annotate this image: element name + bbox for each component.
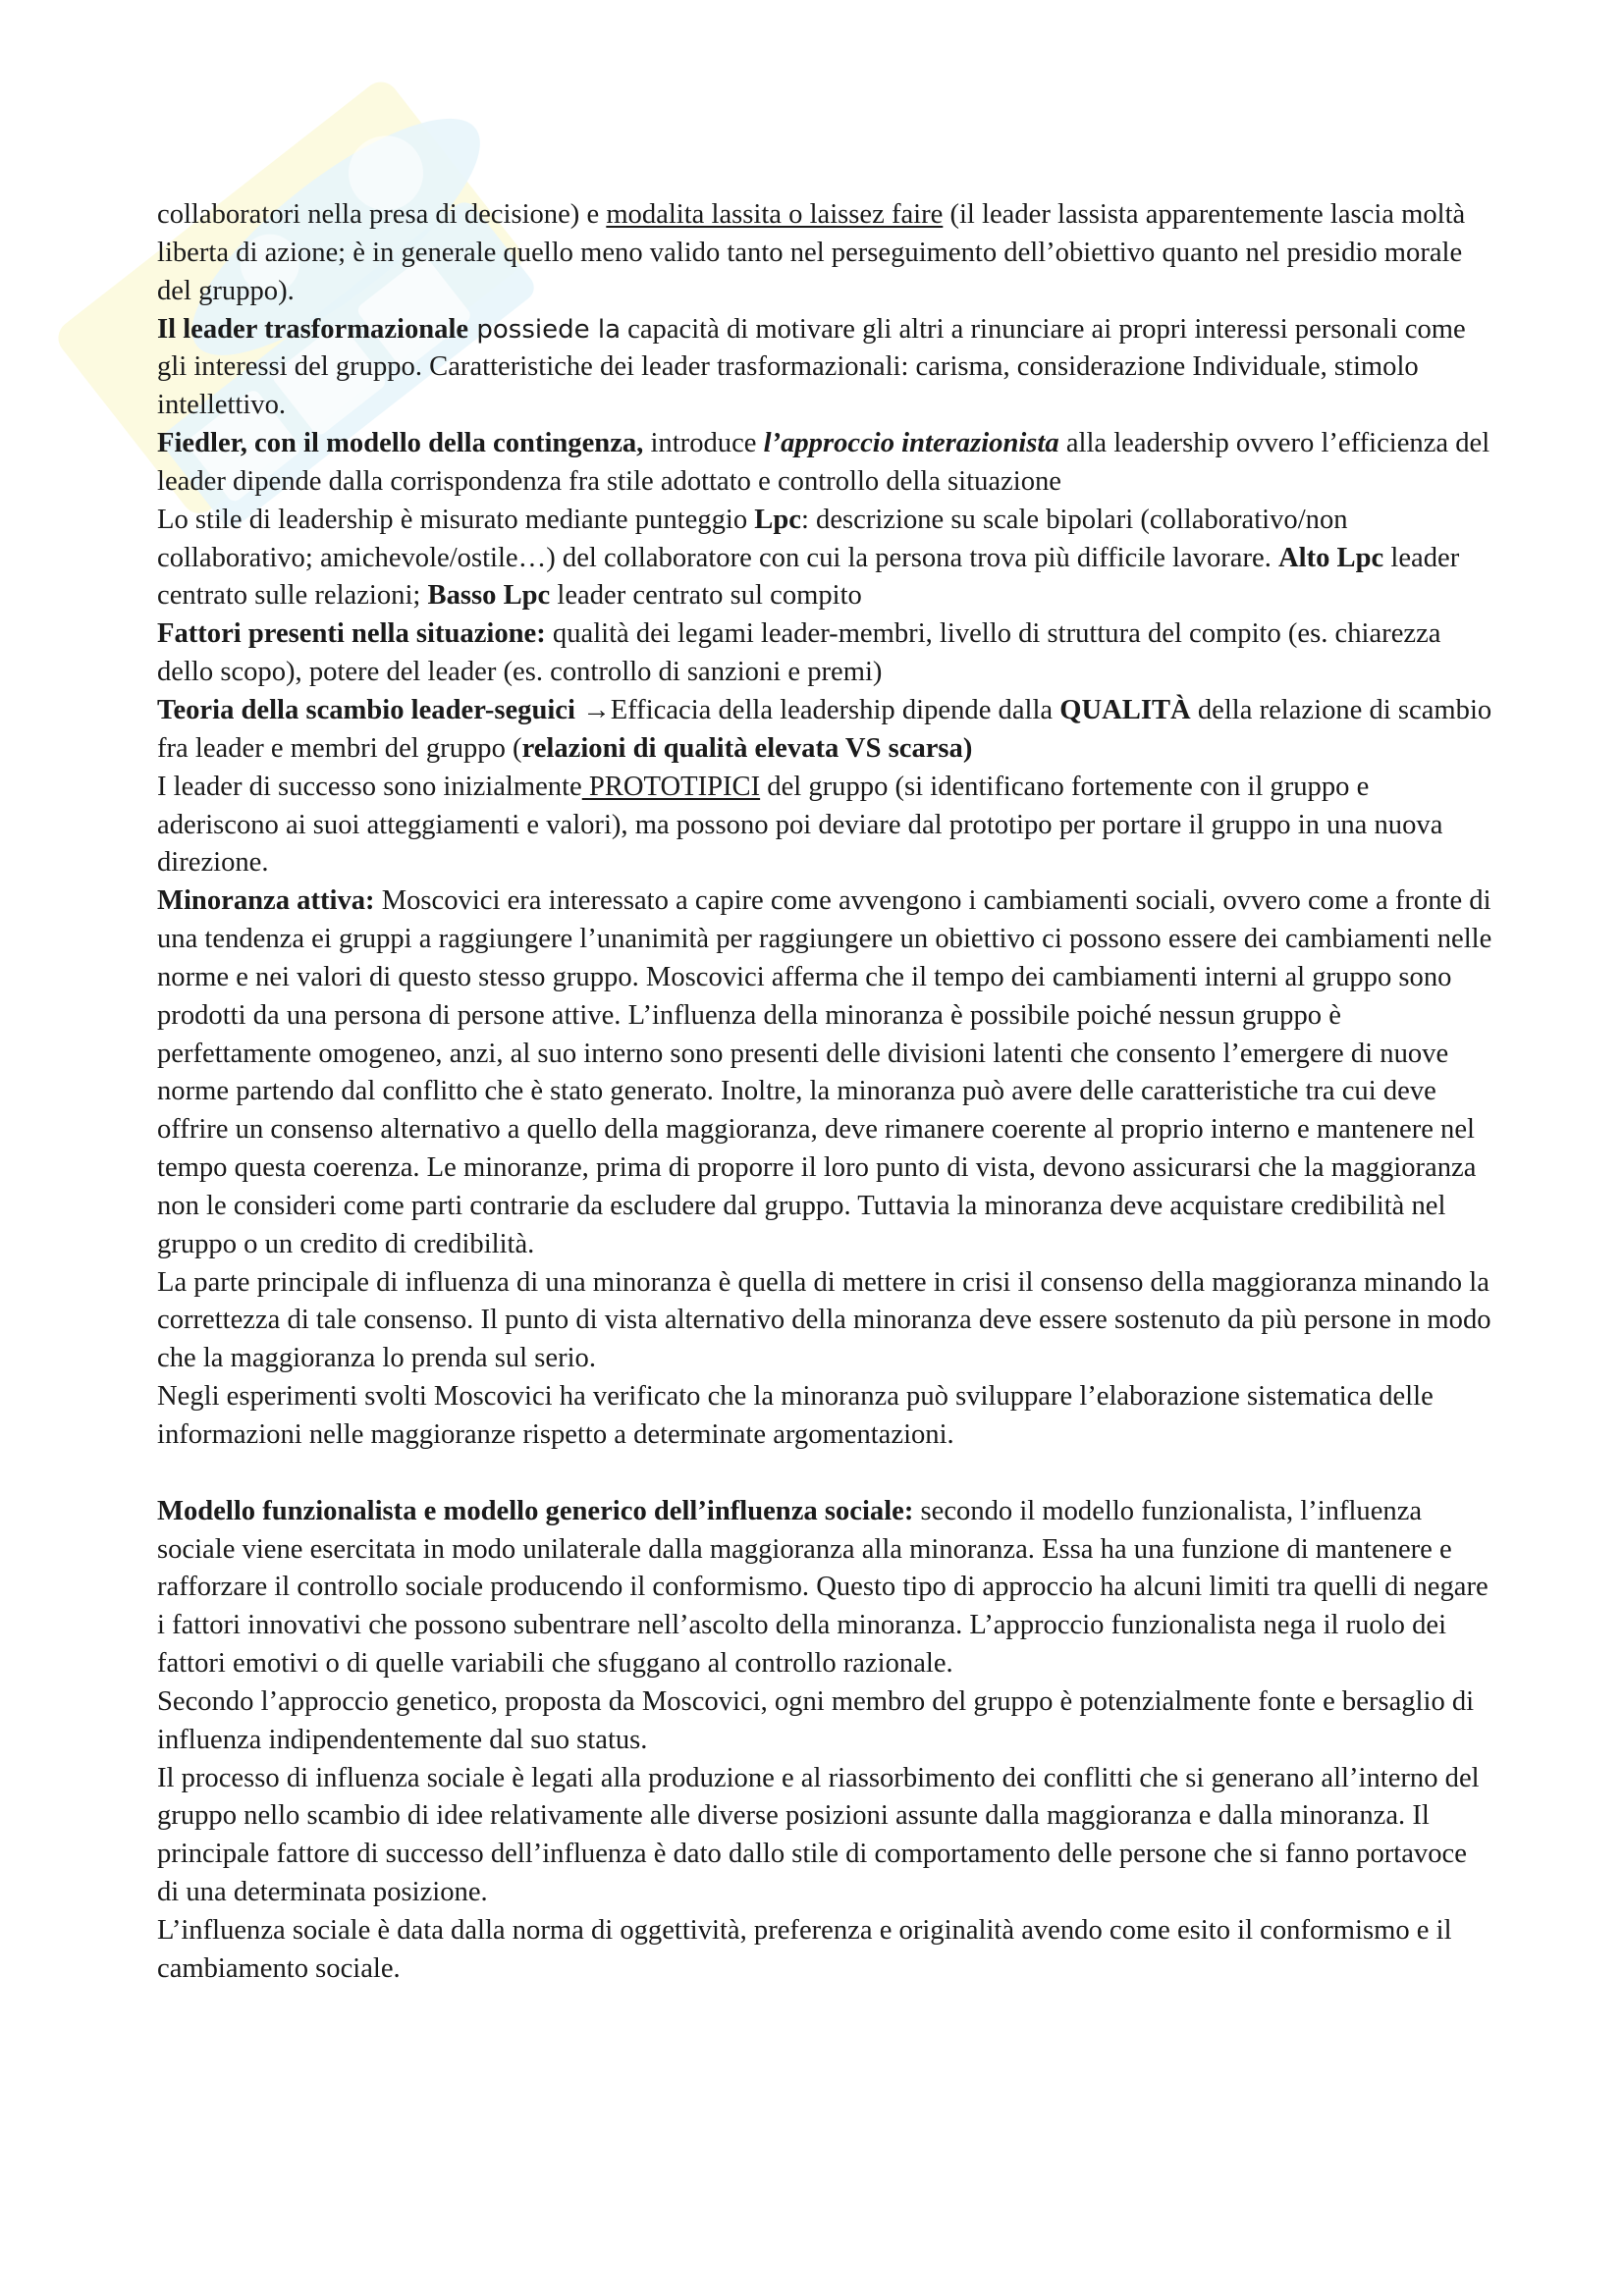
heading-term: Fiedler, con il modello della contingenza, [157, 428, 644, 459]
paragraph-situational-factors [157, 615, 1492, 692]
paragraph-active-minority [157, 882, 1492, 1263]
text: leader centrato sulle relazioni; [157, 542, 1460, 612]
paragraph-lpc [157, 502, 1492, 616]
text: capacità di motivare gli altri a rinunciare ai propri interessi personali come gli interessi del gruppo. Caratteristiche dei leader trasformazionali: carisma, considerazione Individuale, stimolo intellettivo. [157, 313, 1466, 421]
text: secondo il modello funzionalista, l’influenza sociale viene esercitata in modo unilaterale dalla maggioranza alla minoranza. Essa ha una funzione di mantenere e rafforzare il controllo sociale producendo il conformismo. Questo tipo di approccio ha alcuni limiti tra quelli di negare i fattori innovativi che possono subentrare nell’ascolto della minoranza. L’approccio funzionalista nega il ruolo dei fattori emotivi o di quelle variabili che sfuggano al controllo razionale. [157, 1495, 1489, 1680]
paragraph-minority-influence: La parte principale di influenza di una minoranza è quella di mettere in crisi il consenso della maggioranza minando la correttezza di tale consenso. Il punto di vista alternativo della minoranza deve essere sostenuto da più persone in modo che la maggioranza lo prenda sul serio. [157, 1266, 1491, 1374]
paragraph-prototypical-leaders [157, 769, 1492, 883]
underlined-term: modalita lassita o laissez faire [606, 199, 944, 230]
heading-term: Fattori presenti nella situazione: [157, 618, 546, 650]
underlined-term: PROTOTIPICI [581, 771, 761, 802]
text: possiede la [468, 314, 622, 345]
paragraph-exchange-theory [157, 692, 1492, 769]
bold-term: Basso Lpc [427, 580, 551, 612]
paragraph-fiedler [157, 425, 1492, 502]
paragraph-influence-process: Il processo di influenza sociale è legati alla produzione e al riassorbimento dei conflitti che si generano all’interno del gruppo nello scambio di idee relativamente alle diverse posizioni assunte dalla maggioranza e dalla minoranza. Il principale fattore di successo dell’influenza è dato dallo stile di comportamento delle persone che si fanno portavoce di una determinata posizione. [157, 1762, 1480, 1908]
bold-term: QUALITÀ [1059, 694, 1191, 725]
paragraph-leadership-styles [157, 196, 1492, 311]
heading-term: Minoranza attiva: [157, 885, 375, 917]
paragraph-transformational-leader [157, 311, 1492, 426]
heading-term: Modello funzionalista e modello generico dell’influenza sociale: [157, 1495, 914, 1526]
arrow-right-icon: → [582, 694, 611, 725]
text: Efficacia della leadership dipende dalla [610, 694, 1060, 725]
text: introduce [643, 428, 764, 459]
blank-line [157, 1455, 1492, 1493]
paragraph-functionalist-model [157, 1493, 1492, 1683]
text: collaboratori nella presa di decisione) e [157, 199, 607, 230]
text: leader centrato sul compito [550, 580, 862, 612]
paragraph-genetic-approach: Secondo l’approccio genetico, proposta da Moscovici, ogni membro del gruppo è potenzialmente fonte e bersaglio di influenza indipendentemente dal suo status. [157, 1685, 1475, 1755]
emphasis-term: l’approccio interazionista [763, 428, 1059, 459]
text: Moscovici era interessato a capire come avvengono i cambiamenti sociali, ovvero come a fronte di una tendenza ei gruppi a raggiungere l’unanimità per raggiungere un obiettivo ci possono essere dei cambiamenti nelle norme e nei valori di questo stesso gruppo. Moscovici afferma che il tempo dei cambiamenti interni al gruppo sono prodotti da una persona di persone attive. L’influenza della minoranza è possibile poiché nessun gruppo è perfettamente omogeneo, anzi, al suo interno sono presenti delle divisioni latenti che consento l’emergere di nuove norme partendo dal conflitto che è stato generato. Inoltre, la minoranza può avere delle caratteristiche tra cui deve offrire un consenso alternativo a quello della maggioranza, deve rimanere coerente al proprio interno e mantenere nel tempo questa coerenza. Le minoranze, prima di proporre il loro punto di vista, devono assicurarsi che la maggioranza non le consideri come parti contrarie da escludere dal gruppo. Tuttavia la minoranza deve acquistare credibilità nel gruppo o un credito di credibilità. [157, 885, 1492, 1259]
bold-term: Alto Lpc [1278, 542, 1384, 573]
text: del gruppo (si identificano fortemente con il gruppo e aderiscono ai suoi atteggiamenti e valori), ma possono poi deviare dal prototipo per portare il gruppo in una nuova direzione. [157, 771, 1443, 879]
bold-term: Lpc [754, 504, 801, 535]
text: Lo stile di leadership è misurato mediante punteggio [157, 504, 755, 535]
text: I leader di successo sono inizialmente [157, 771, 582, 802]
text: : descrizione su scale bipolari (collaborativo/non collaborativo; amichevole/ostile…) del collaboratore con cui la persona trova più difficile lavorare. [157, 504, 1348, 573]
heading-term: Teoria della scambio leader-seguici [157, 694, 583, 725]
document-body [157, 196, 1492, 1989]
heading-term: Il leader trasformazionale [157, 313, 469, 345]
text: qualità dei legami leader-membri, livello di struttura del compito (es. chiarezza dello scopo), potere del leader (es. controllo di sanzioni e premi) [157, 618, 1441, 688]
paragraph-moscovici-experiments: Negli esperimenti svolti Moscovici ha verificato che la minoranza può sviluppare l’elaborazione sistematica delle informazioni nelle maggioranze rispetto a determinate argomentazioni. [157, 1381, 1434, 1450]
paragraph-social-influence-norms: L’influenza sociale è data dalla norma di oggettività, preferenza e originalità avendo come esito il conformismo e il cambiamento sociale. [157, 1914, 1452, 1984]
text: della relazione di scambio fra leader e membri del gruppo ( [157, 694, 1492, 764]
bold-term: relazioni di qualità elevata VS scarsa) [521, 732, 973, 764]
text: (il leader lassista apparentemente lascia moltà liberta di azione; è in generale quello meno valido tanto nel perseguimento dell’obiettivo quanto nel presidio morale del gruppo). [157, 199, 1466, 306]
text: alla leadership ovvero l’efficienza del leader dipende dalla corrispondenza fra stile adottato e controllo della situazione [157, 428, 1490, 497]
